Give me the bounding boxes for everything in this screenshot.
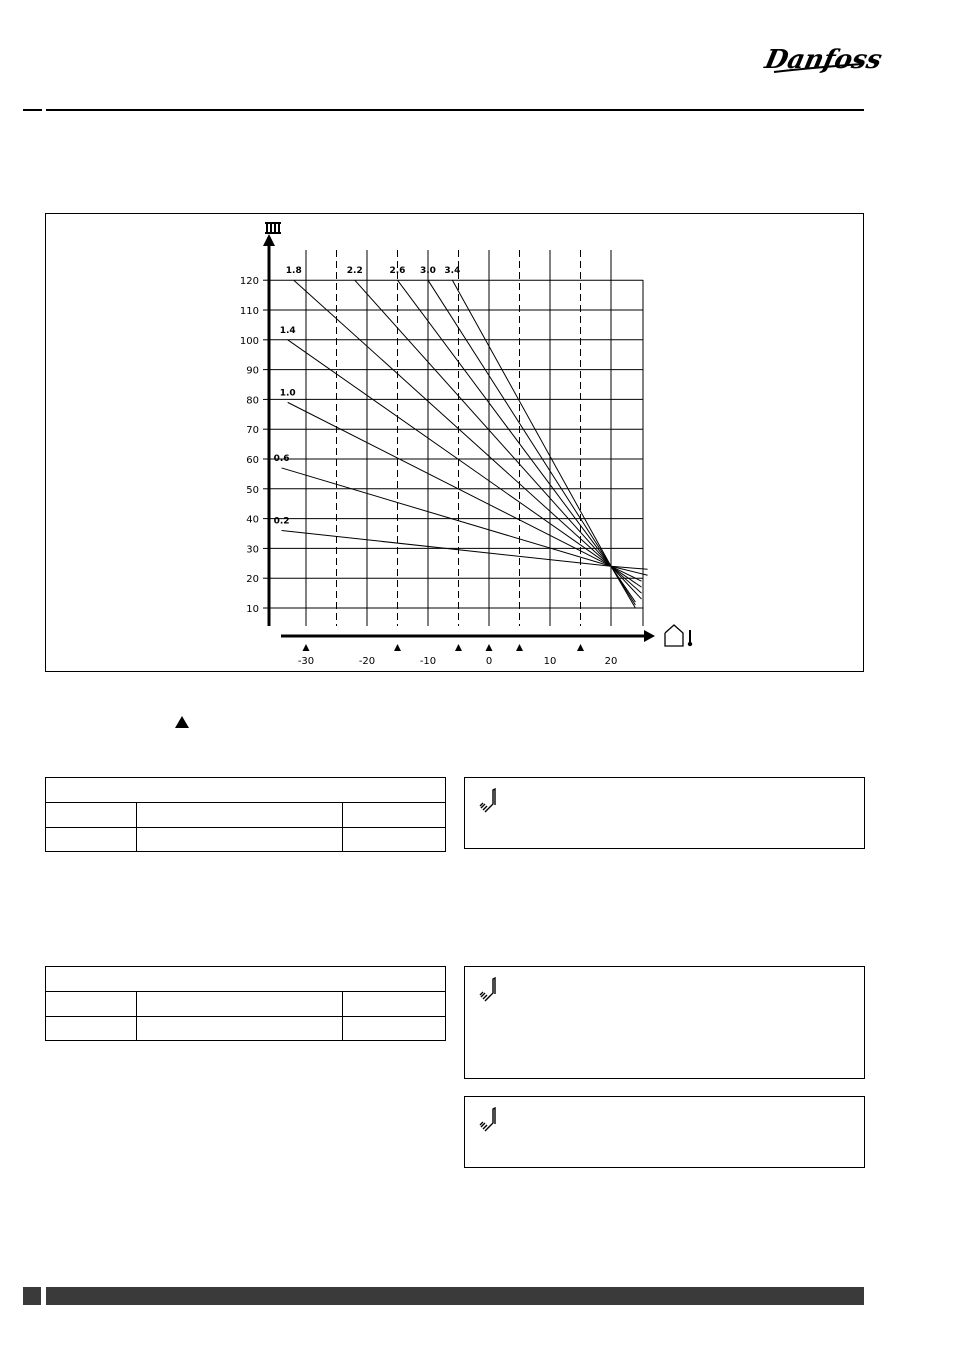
- x-tick-label: -30: [297, 656, 315, 667]
- curve-label: 0.2: [273, 516, 290, 527]
- heating-curve-plot: [46, 214, 865, 673]
- header-rule: [46, 109, 864, 111]
- x-tick-label: -20: [358, 656, 376, 667]
- y-axis-arrow: [263, 234, 275, 246]
- svg-text:Danfoss: Danfoss: [762, 44, 885, 75]
- table-cell: [137, 1017, 343, 1041]
- curve-label: 3.4: [444, 266, 461, 277]
- x-axis-marker: [455, 644, 462, 651]
- table-cell: [343, 803, 446, 828]
- thermometer-bulb: [688, 642, 692, 646]
- header-rule-short: [23, 109, 42, 111]
- x-tick-label: 20: [604, 656, 618, 667]
- y-tick-label: 50: [246, 484, 259, 496]
- x-axis-marker: [394, 644, 401, 651]
- y-tick-label: 90: [246, 365, 259, 377]
- radiator-icon-fin: [266, 222, 268, 234]
- x-axis-marker: [303, 644, 310, 651]
- note-box-1: [464, 777, 865, 849]
- x-axis-marker: [577, 644, 584, 651]
- pointing-hand-icon: [477, 977, 499, 1003]
- y-tick-label: 30: [246, 544, 259, 556]
- note-box-2: [464, 966, 865, 1079]
- x-axis-arrow: [644, 630, 655, 642]
- y-tick-label: 70: [246, 425, 259, 437]
- curve-label: 1.0: [279, 388, 296, 399]
- curve-label: 2.6: [389, 266, 406, 277]
- settings-table-1: [45, 777, 446, 852]
- danfoss-logo: [762, 38, 885, 78]
- table-cell: [46, 992, 137, 1017]
- table-cell: [46, 803, 137, 828]
- y-tick-label: 80: [246, 395, 259, 407]
- settings-table-2: [45, 966, 446, 1041]
- x-axis-marker: [516, 644, 523, 651]
- x-tick-label: 0: [485, 656, 493, 667]
- y-tick-label: 110: [239, 306, 259, 317]
- house-outline: [665, 625, 683, 646]
- table-cell: [137, 992, 343, 1017]
- x-axis-marker: [486, 644, 493, 651]
- y-tick-label: 40: [246, 514, 259, 526]
- table-cell: [137, 803, 343, 828]
- triangle-marker-icon: [175, 713, 189, 725]
- table-header-cell: [46, 967, 446, 992]
- table-cell: [137, 828, 343, 852]
- table-cell: [343, 1017, 446, 1041]
- pointing-hand-icon: [477, 788, 499, 814]
- radiator-icon-fin: [274, 222, 276, 234]
- table-cell: [46, 1017, 137, 1041]
- y-tick-label: 20: [246, 574, 259, 586]
- y-tick-label: 120: [239, 276, 259, 288]
- footer-page-square: [23, 1287, 41, 1305]
- table-header-cell: [46, 778, 446, 803]
- footer-bar: [46, 1287, 864, 1305]
- x-tick-label: -10: [419, 656, 437, 667]
- curve-label: 3.0: [420, 266, 436, 277]
- radiator-icon-fin: [270, 222, 272, 234]
- heating-curve-line: [428, 280, 635, 605]
- y-tick-label: 60: [246, 455, 259, 466]
- curve-label: 1.8: [285, 266, 302, 277]
- radiator-icon: [265, 222, 281, 234]
- curve-label: 1.4: [279, 325, 296, 336]
- curve-label: 2.2: [346, 266, 363, 277]
- heating-curve-line: [294, 280, 642, 593]
- x-tick-label: 10: [543, 656, 557, 667]
- pointing-hand-icon: [477, 1107, 499, 1133]
- y-tick-label: 10: [246, 604, 259, 615]
- curve-label: 0.6: [273, 453, 290, 464]
- note-box-3: [464, 1096, 865, 1168]
- table-cell: [46, 828, 137, 852]
- y-tick-label: 100: [239, 335, 259, 347]
- table-cell: [343, 828, 446, 852]
- radiator-icon-fin: [278, 222, 280, 234]
- house-thermometer-icon: [665, 625, 692, 646]
- heating-curve-chart: [45, 213, 864, 672]
- table-cell: [343, 992, 446, 1017]
